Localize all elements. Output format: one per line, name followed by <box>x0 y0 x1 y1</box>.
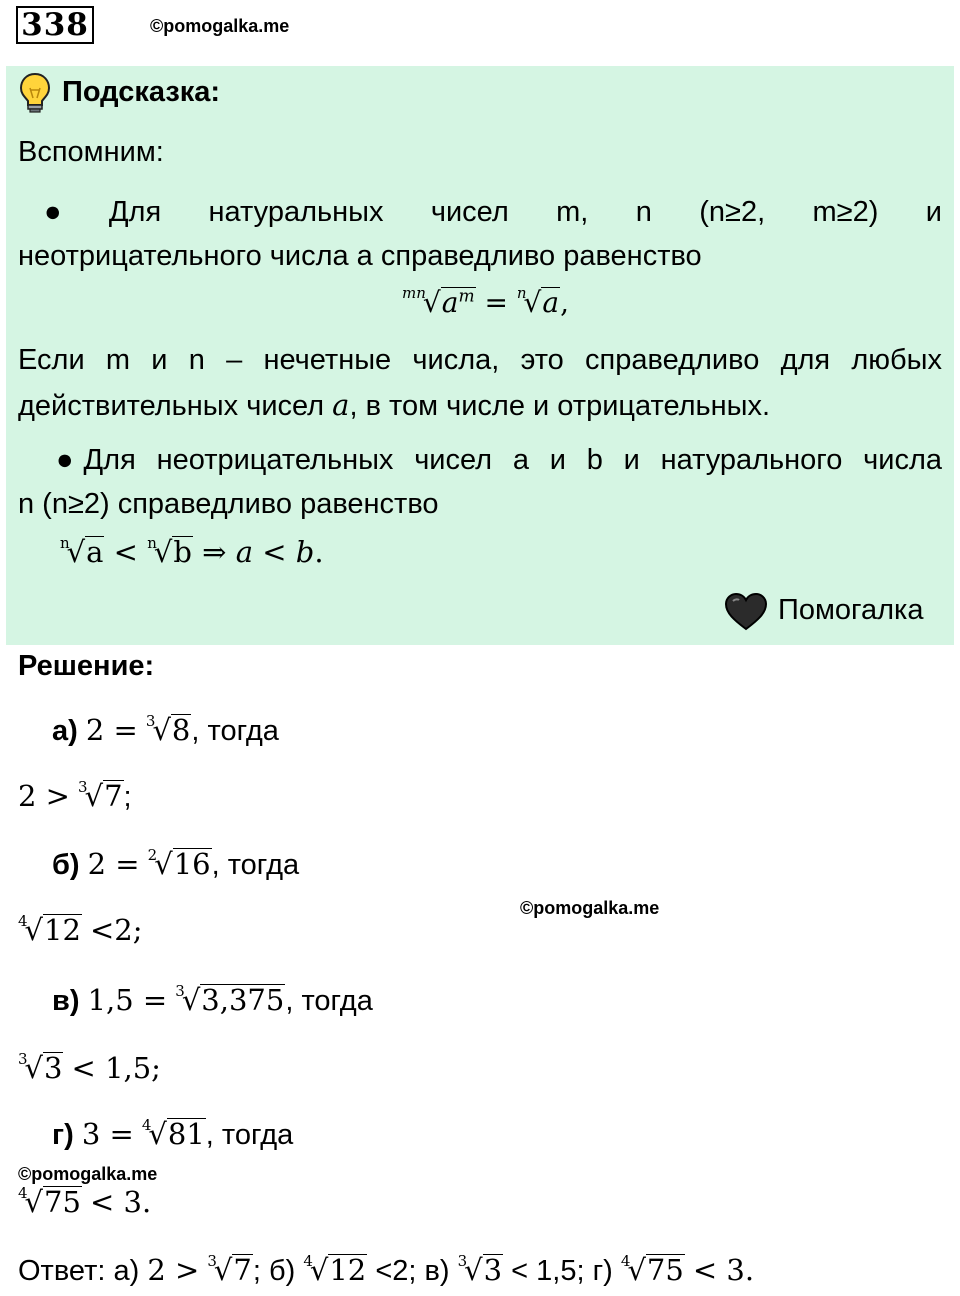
root-index: n <box>516 284 527 302</box>
watermark: ©pomogalka.me <box>18 1164 158 1184</box>
radicand: a <box>542 286 560 319</box>
step-b: б) 2 = $^2$√16, тогда <box>52 846 300 881</box>
bullet-1 <box>44 196 942 229</box>
root-index: mn <box>402 284 426 302</box>
watermark: ©pomogalka.me <box>520 898 660 918</box>
word: m≥2) <box>812 196 879 228</box>
answer-line: Ответ: а) 2 > $^3$√7; б) $^4$√12 <2; в) $^3$√3 < 1,5; г) $^4$√75 < 3. <box>18 1252 755 1287</box>
bullet-2-text: Для неотрицательных чисел а и b и натурального числа <box>83 444 942 476</box>
bullet-1-line-2: неотрицательного числа а справедливо равенство <box>18 240 702 272</box>
bullet-2 <box>56 444 942 477</box>
formula-1: $^{mn}√a^m = ^n√a$, <box>402 284 569 319</box>
word: n <box>635 196 652 228</box>
para-line-1: Если m и n – нечетные числа, это справедливо для любых <box>18 344 942 376</box>
bullet-2-line-2: n (n≥2) справедливо равенство <box>18 488 439 520</box>
step-d: г) 3 = $^4$√81, тогда <box>52 1116 294 1151</box>
bullet-dot: ● <box>56 444 74 476</box>
word: и <box>925 196 942 228</box>
heart-icon <box>724 592 768 637</box>
step-a: а) 2 = $^3$√8, тогда <box>52 712 279 747</box>
hint-title: Подсказка: <box>62 76 221 108</box>
watermark: ©pomogalka.me <box>150 16 290 36</box>
solution-title: Решение: <box>18 650 155 682</box>
step-a-result: 2 > $^3$√7; <box>18 778 132 813</box>
brand-label: Помогалка <box>778 594 924 626</box>
word: (n≥2, <box>699 196 766 228</box>
hint-intro: Вспомним: <box>18 136 164 168</box>
word: Для <box>108 196 162 228</box>
step-b-result: $^4$√12 <2; <box>18 912 143 947</box>
punct: , <box>560 286 569 319</box>
word: натуральных <box>208 196 384 228</box>
task-number: 338 <box>16 6 94 44</box>
word: m, <box>556 196 589 228</box>
para-line-2: действительных чисел a, в том числе и отрицательных. <box>18 388 771 422</box>
step-c-result: $^3$√3 < 1,5; <box>18 1050 161 1085</box>
radicand: a <box>441 286 459 319</box>
formula-2: $^n$√a < $^n$√b ⇒ a < b. <box>60 534 324 569</box>
step-c: в) 1,5 = $^3$√3,375, тогда <box>52 982 373 1017</box>
bullet-dot: ● <box>44 196 62 228</box>
exponent: m <box>458 286 475 307</box>
word: чисел <box>430 196 509 228</box>
equals: = <box>484 286 508 319</box>
step-d-result: $^4$√75 < 3. <box>18 1184 152 1219</box>
bulb-icon <box>18 72 52 119</box>
